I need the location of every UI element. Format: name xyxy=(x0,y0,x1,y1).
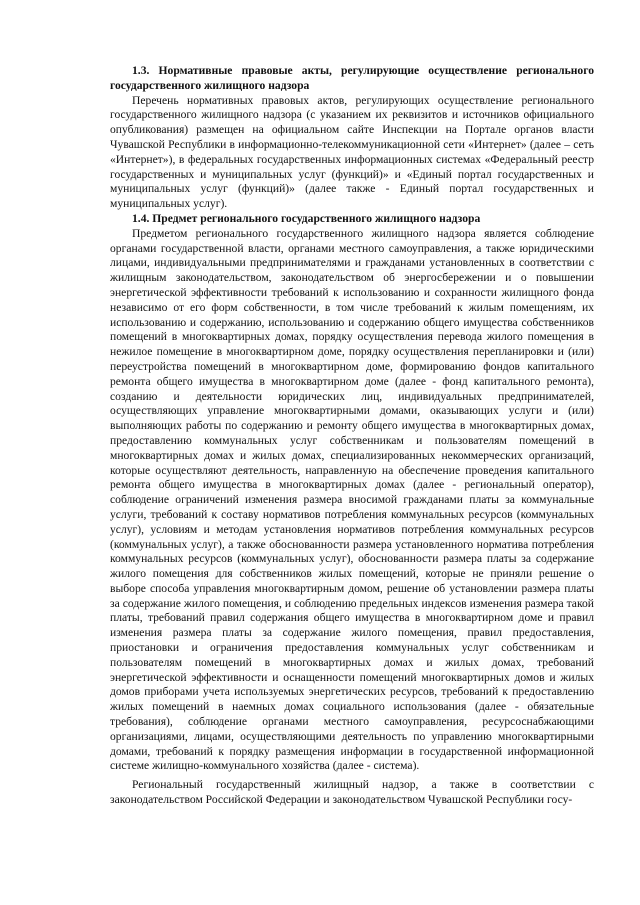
section-heading-1-4: 1.4. Предмет регионального государственного жилищного надзора xyxy=(132,211,481,225)
section-heading-1-3: 1.3. Нормативные правовые акты, регулирующие осуществление регионального государственного жилищного надзора xyxy=(110,64,594,92)
document-page xyxy=(110,64,594,808)
section-paragraph-1-3: Перечень нормативных правовых актов, регулирующих осуществление регионального государственного жилищного надзора (с указанием их реквизитов и источников официального опубликования) размещен на официальном сайте Инспекции на Портале органов власти Чувашской Республики в информационно-телекоммуникационной сети «Интернет» (далее – сеть «Интернет»), в федеральных государственных информационных системах «Федеральный реестр государственных и муниципальных услуг (функций)» и «Единый портал государственных и муниципальных услуг (функций)» (далее также - Единый портал государственных и муниципальных услуг). xyxy=(110,93,594,211)
section-paragraph-1-4-first: Предметом регионального государственного жилищного надзора является соблюдение органами государственной власти, органами местного самоуправления, а также юридическими лицами, индивидуальными предпринимателями и гражданами установленных в соответствии с жилищным законодательством, законодательством об энергосбережении и о повышении энергетической эффективности требований к использованию и сохранности жилищного фонда независимо от его форм собственности, в том числе требований к жилым помещениям, их использованию и содержанию, использованию и содержанию общего имущества собственников помещений в многоквартирных домах, порядку осуществления перевода жилого помещения в нежилое помещение в многоквартирном доме, порядку осуществления перепланировки и (или) переустройства помещений в многоквартирном доме, формированию фондов капитального ремонта общего имущества в многоквартирном доме (далее - фонд капитального ремонта), созданию и деятельности юридических лиц, индивидуальных предпринимателей, осуществляющих управление многоквартирными домами, оказывающих услуги и (или) выполняющих работы по содержанию и ремонту общего имущества в многоквартирных домах, предоставлению коммунальных услуг собственникам и пользователям помещений в многоквартирных домах и жилых домах, специализированных некоммерческих организаций, которые осуществляют деятельность, направленную на обеспечение проведения капитального ремонта общего имущества в многоквартирных домах (далее - региональный оператор), соблюдение ограничений изменения размера вносимой гражданами платы за коммунальные услуги, требований к составу нормативов потребления коммунальных ресурсов (коммунальных услуг), условиям и методам установления нормативов потребления коммунальных ресурсов (коммунальных услуг), а также обоснованности размера установленного норматива потребления коммунальных ресурсов (коммунальных услуг), обоснованности размера платы за содержание жилого помещения для собственников жилых помещений, которые не приняли решение о выборе способа управления многоквартирным домом, решение об установлении размера платы за содержание жилого помещения, и соблюдению предельных индексов изменения размера такой платы, требований правил содержания общего имущества в многоквартирном доме и правил изменения размера платы за содержание жилого помещения, правил предоставления, приостановки и ограничения предоставления коммунальных услуг собственникам и пользователям помещений в многоквартирных домах и жилых домах, требований энергетической эффективности и оснащенности помещений многоквартирных домов и жилых домов приборами учета используемых энергетических ресурсов, требований к предоставлению жилых помещений в наемных домах социального использования (далее - обязательные требования), соблюдение органами местного самоуправления, ресурсоснабжающими организациями, лицами, осуществляющими деятельность по управлению многоквартирными домами, требований к порядку размещения информации в государственной информационной системе жилищно-коммунального хозяйства (далее - система). xyxy=(110,226,594,773)
section-paragraph-1-4-second: Региональный государственный жилищный надзор, а также в соответствии с законодательством Российской Федерации и законодательством Чувашской Республики госу- xyxy=(110,778,594,807)
